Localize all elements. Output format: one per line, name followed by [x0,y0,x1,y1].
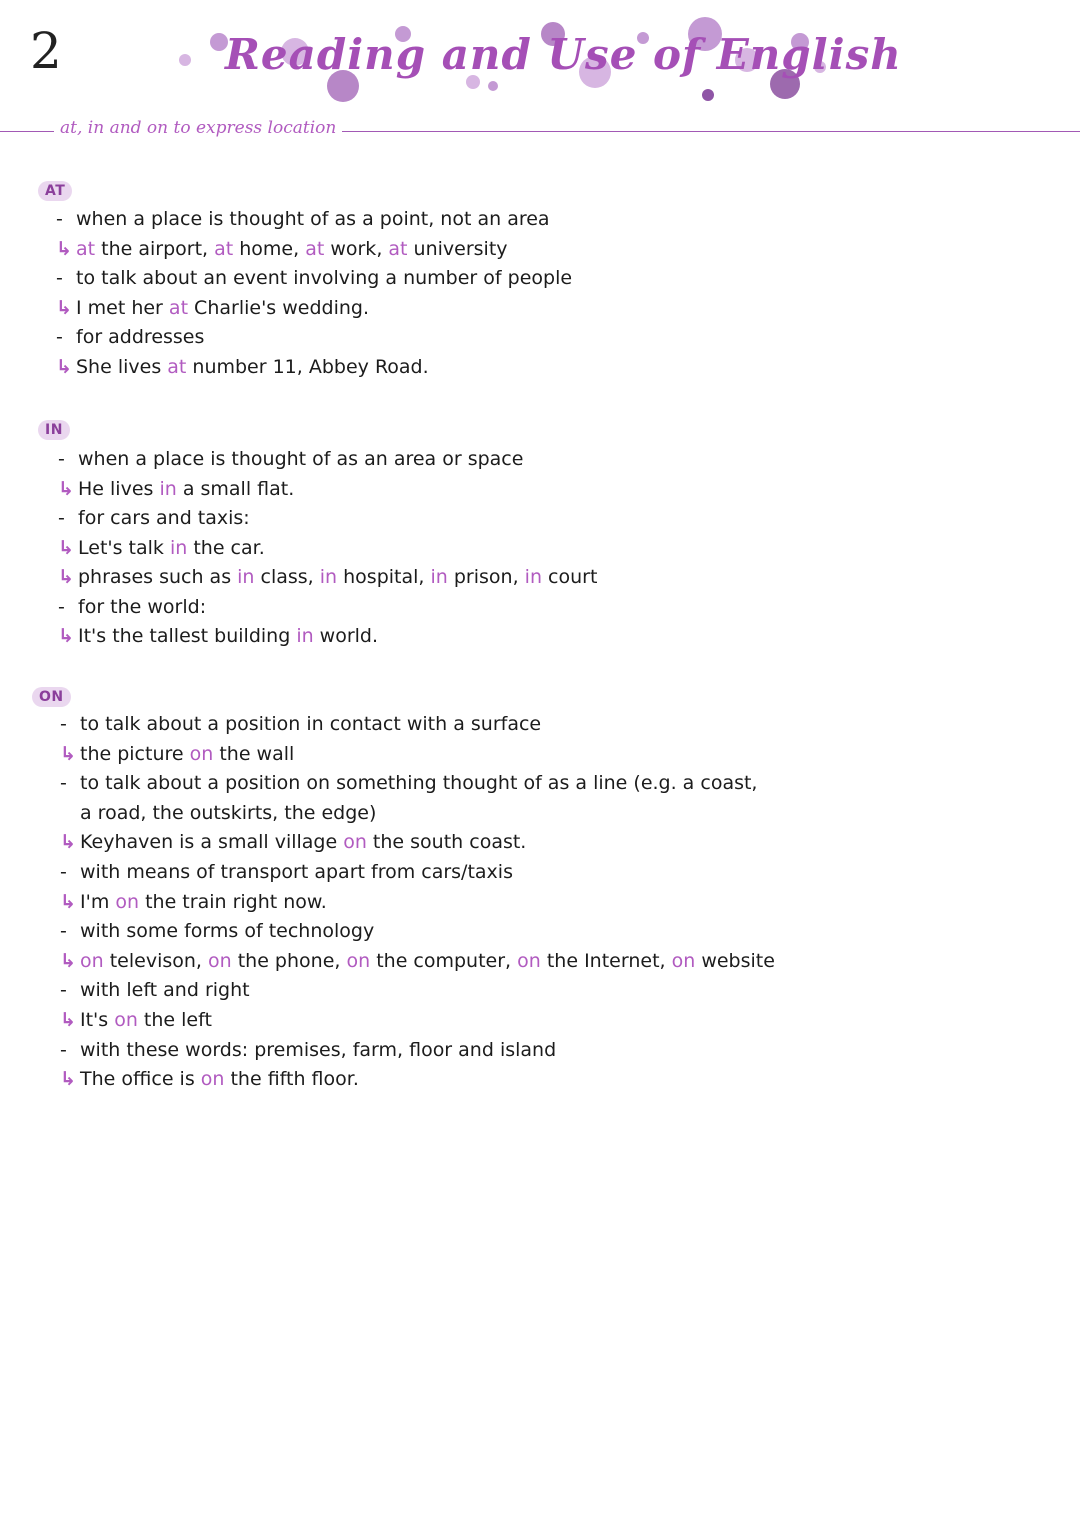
preposition-highlight: on [189,742,214,765]
note-text: with means of transport apart from cars/taxis [80,861,513,883]
example-arrow-icon: ↳ [58,625,74,647]
note-text: for the world: [78,595,207,618]
note-text: the picture [80,742,190,765]
note-text: The office is [80,1068,201,1091]
in-note-line [58,566,597,588]
note-text: website [695,949,775,972]
on-note-line [60,802,376,824]
bullet-dash: - [60,713,67,735]
note-text: hospital, [337,566,431,588]
section-label-at: AT [38,181,72,201]
bullet-dash: - [58,595,65,618]
note-text: the Internet, [540,949,672,972]
in-note-line [58,596,206,618]
note-text: It's [80,1009,115,1031]
preposition-highlight: in [169,536,188,559]
note-text: with some forms of technology [80,920,375,943]
note-text: prison, [447,566,525,588]
note-text: Charlie's wedding. [188,296,369,319]
at-note-line [56,297,369,319]
note-text: the phone, [231,949,347,972]
note-text: court [542,566,598,588]
example-arrow-icon: ↳ [58,566,74,588]
note-text: for cars and taxis: [78,507,250,529]
preposition-highlight: at [388,237,408,260]
preposition-highlight: at [168,296,189,319]
note-text: Let's talk [78,536,170,559]
bullet-dash: - [56,267,63,289]
in-note-line [58,478,294,500]
subheader: at, in and on to express location [54,118,342,138]
in-note-line [58,448,523,470]
preposition-highlight: on [671,949,696,972]
on-note-line [60,713,541,735]
preposition-highlight: at [76,237,96,260]
note-text: when a place is thought of as an area or space [78,448,524,470]
in-note-line [58,625,378,647]
preposition-highlight: at [214,237,234,260]
on-note-line [60,772,757,794]
example-arrow-icon: ↳ [60,742,76,765]
note-text: a small flat. [176,477,295,500]
preposition-highlight: in [159,477,177,500]
example-arrow-icon: ↳ [60,890,76,913]
title-banner [175,12,902,112]
example-arrow-icon: ↳ [60,949,76,972]
note-text: the wall [213,742,295,765]
bullet-dash: - [58,507,65,529]
example-arrow-icon: ↳ [56,237,72,260]
preposition-highlight: on [517,949,541,972]
note-text: I met her [76,296,169,319]
preposition-highlight: at [167,355,187,378]
at-note-line [56,356,429,378]
bullet-dash: - [58,448,65,470]
note-text: She lives [76,355,168,378]
preposition-highlight: in [319,566,338,588]
example-arrow-icon: ↳ [56,355,72,378]
preposition-highlight: on [208,949,232,972]
bullet-dash: - [60,861,67,883]
note-text: for addresses [76,326,205,348]
in-note-line [58,537,265,559]
at-note-line [56,326,204,348]
note-text: the computer, [370,949,518,972]
example-arrow-icon: ↳ [58,477,74,500]
note-text: the car. [187,536,265,559]
preposition-highlight: on [200,1068,225,1091]
note-text: world. [313,625,379,647]
bullet-dash: - [56,326,63,348]
on-note-line [60,743,294,765]
note-text: the fifth floor. [224,1068,359,1091]
note-text: home, [233,237,306,260]
preposition-highlight: at [305,237,325,260]
at-note-line [56,267,572,289]
note-text: Keyhaven is a small village [80,831,344,854]
bullet-dash: - [56,208,63,230]
note-text: to talk about a position on something thought of as a line (e.g. a coast, [80,772,758,795]
on-note-line [60,920,374,942]
example-arrow-icon: ↳ [60,1068,76,1091]
preposition-highlight: on [346,949,371,972]
preposition-highlight: in [237,566,255,588]
page-number: 2 [30,22,62,80]
preposition-highlight: on [115,890,140,913]
note-text: the airport, [95,237,215,260]
example-arrow-icon: ↳ [58,536,74,559]
bullet-dash: - [60,1038,67,1061]
preposition-highlight: in [430,566,448,588]
note-text: televison, [103,949,208,972]
note-text: to talk about an event involving a number of people [76,267,573,289]
bullet-dash: - [60,772,67,795]
note-text: with left and right [80,979,250,1002]
note-text: to talk about a position in contact with a surface [80,713,542,735]
bullet-dash: - [60,979,67,1002]
on-note-line [60,1068,359,1090]
preposition-highlight: on [343,831,367,854]
note-text: the left [137,1009,212,1031]
bullet-dash: - [60,920,67,943]
on-note-line [60,1039,556,1061]
note-text: He lives [78,477,160,500]
preposition-highlight: on [114,1009,138,1031]
note-text: the train right now. [139,890,327,913]
note-text: phrases such as [78,566,238,588]
on-note-line [60,979,250,1001]
note-text: when a place is thought of as a point, not an area [76,208,550,230]
on-note-line [60,831,526,853]
at-note-line [56,208,550,230]
note-text: a road, the outskirts, the edge) [80,801,377,824]
at-note-line [56,238,508,260]
page-title: Reading and Use of English [225,30,902,79]
note-text: It's the tallest building [78,625,297,647]
on-note-line [60,861,513,883]
in-note-line [58,507,250,529]
section-label-in: IN [38,420,70,440]
preposition-highlight: in [524,566,542,588]
section-label-on: ON [32,687,71,707]
preposition-highlight: on [80,949,104,972]
example-arrow-icon: ↳ [60,831,76,854]
note-text: number 11, Abbey Road. [186,355,429,378]
note-text: university [407,237,508,260]
note-text: with these words: premises, farm, floor and island [80,1038,557,1061]
on-note-line [60,1009,212,1031]
preposition-highlight: in [296,625,314,647]
on-note-line [60,891,327,913]
note-text: work, [324,237,389,260]
note-text: class, [254,566,320,588]
example-arrow-icon: ↳ [60,1009,76,1031]
note-text: the south coast. [366,831,527,854]
example-arrow-icon: ↳ [56,296,72,319]
note-text: I'm [80,890,116,913]
on-note-line [60,950,775,972]
